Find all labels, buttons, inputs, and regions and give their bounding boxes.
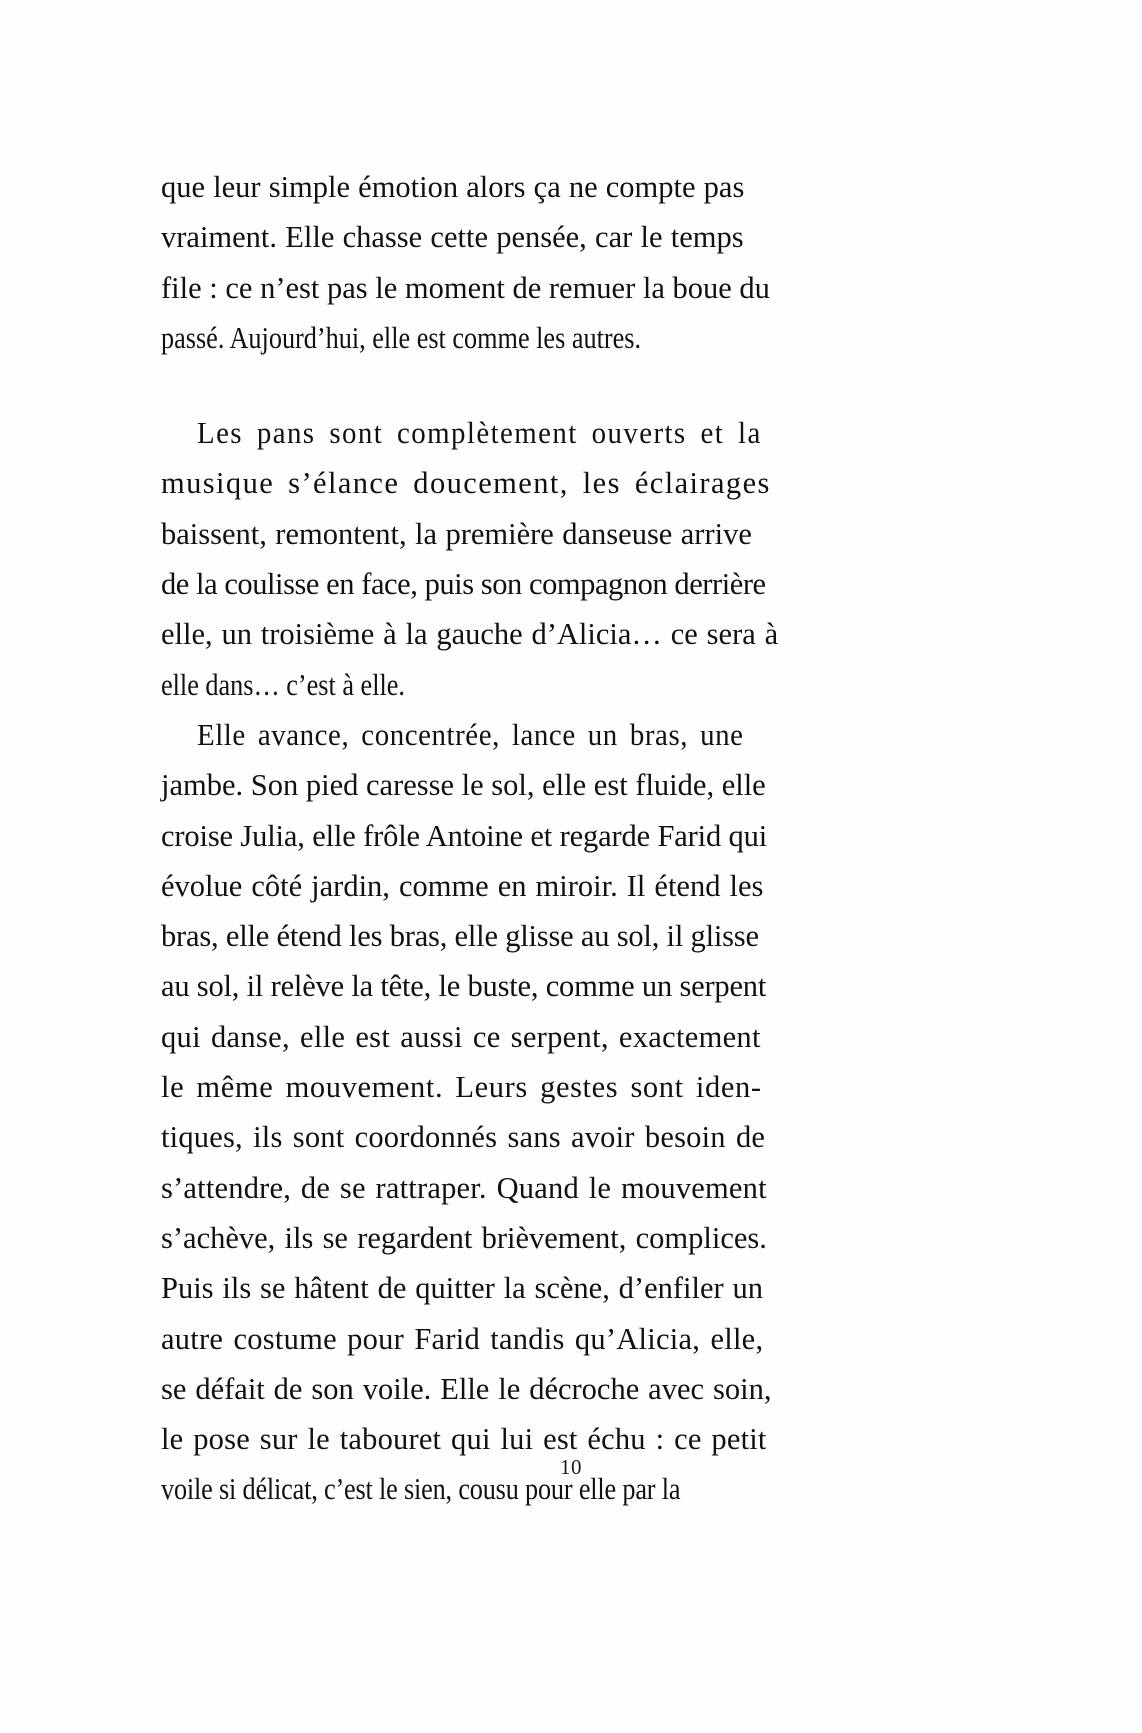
text-line: s’achève, ils se regardent brièvement, complices. [161,1220,767,1255]
text-line: bras, elle étend les bras, elle glisse au sol, il glisse [161,919,759,954]
text-line: tiques, ils sont coordonnés sans avoir besoin de [161,1120,766,1155]
paragraph-separator [161,363,844,408]
text-line: passé. Aujourd’hui, elle est comme les autres. [161,320,642,355]
paragraph-1 [161,162,844,363]
page-text-block [161,162,844,1515]
text-line: file : ce n’est pas le moment de remuer la boue du [161,270,770,305]
text-line: Elle avance, concentrée, lance un bras, une [196,717,744,752]
text-line: évolue côté jardin, comme en miroir. Il étend les [161,868,764,903]
text-line: musique s’élance doucement, les éclairages [161,466,771,501]
paragraph-2 [161,408,844,710]
text-line: de la coulisse en face, puis son compagnon derrière [161,567,766,602]
text-line: qui danse, elle est aussi ce serpent, exactement [161,1019,761,1054]
text-line: Les pans sont complètement ouverts et la [196,416,762,451]
text-line: Puis ils se hâtent de quitter la scène, d’enfiler un [161,1271,763,1306]
text-line: que leur simple émotion alors ça ne compte pas [161,170,745,204]
text-line: baissent, remontent, la première danseuse arrive [161,516,752,551]
text-line: se défait de son voile. Elle le décroche avec soin, [161,1371,772,1406]
text-line: le même mouvement. Leurs gestes sont iden- [161,1070,762,1105]
text-line: elle, un troisième à la gauche d’Alicia… ce sera à [161,617,779,652]
text-line: jambe. Son pied caresse le sol, elle est fluide, elle [161,768,766,803]
paragraph-3 [161,710,844,1515]
text-line: vraiment. Elle chasse cette pensée, car le temps [161,220,744,255]
text-line: au sol, il relève la tête, le buste, comme un serpent [161,969,767,1004]
text-line: croise Julia, elle frôle Antoine et regarde Farid qui [161,818,768,853]
text-line: autre costume pour Farid tandis qu’Alicia, elle, [161,1321,764,1356]
text-line: s’attendre, de se rattraper. Quand le mouvement [161,1170,767,1205]
text-line: elle dans… c’est à elle. [161,667,405,702]
page-number: 10 [560,1455,582,1479]
text-line: voile si délicat, c’est le sien, cousu pour elle par la [161,1472,681,1507]
text-line: le pose sur le tabouret qui lui est échu : ce petit [161,1422,767,1457]
